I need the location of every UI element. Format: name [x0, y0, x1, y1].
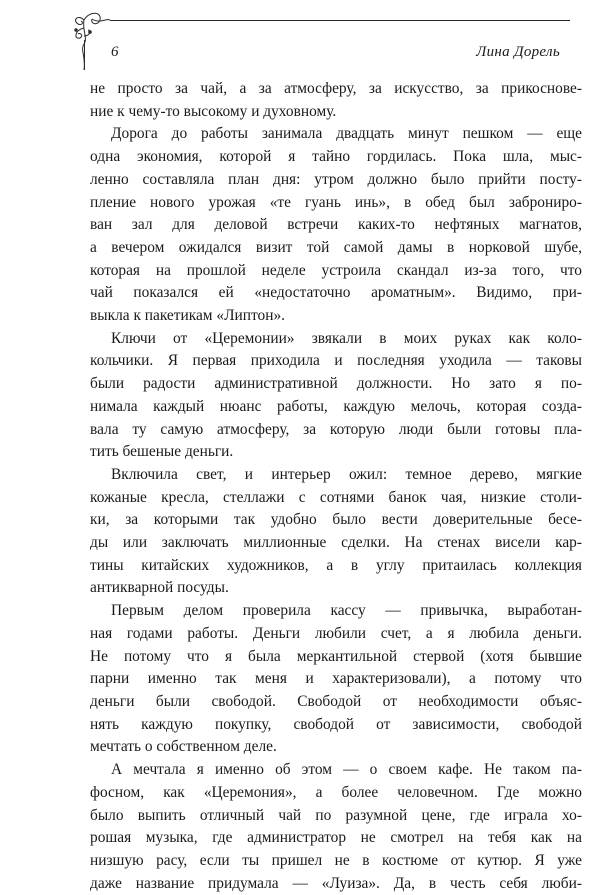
text-line: Включила свет, и интерьер ожил: темное дерево, мягкие — [111, 465, 582, 483]
text-line: нимала каждый нюанс работы, каждую мелочь, которая созда- — [90, 397, 582, 415]
text-line: А мечтала я именно об этом — о своем кафе. Не таком па- — [111, 761, 582, 779]
text-line: ки, за которыми так удобно было вести доверительные бесе- — [90, 511, 582, 529]
text-line: нять каждую покупку, свободой от зависимости, свободой — [90, 715, 582, 733]
text-line: кольчики. Я первая приходила и последняя уходила — таковы — [90, 352, 582, 370]
text-line: антикварной посуды. — [90, 579, 229, 597]
text-line: низшую расу, если ты пришел не в костюме от кутюр. Я уже — [90, 851, 582, 869]
text-line: Не потому что я была меркантильной стервой (хотя бывшие — [90, 647, 582, 665]
text-line: парни именно так меня и характеризовали), а потому что — [90, 670, 582, 688]
text-line: а вечером ожидался визит той самой дамы в норковой шубе, — [90, 238, 582, 256]
text-line: были радости административной должности. Но зато я по- — [90, 375, 582, 393]
text-line: выкла к пакетикам «Липтон». — [90, 307, 285, 325]
text-line: вала ту самую атмосферу, за которую люди были готовы пла- — [90, 420, 582, 438]
text-line: ды или заключать миллионные сделки. На стенах висели кар- — [90, 534, 582, 552]
text-line: Дорога до работы занимала двадцать минут пешком — еще — [111, 125, 582, 143]
text-line: ние к чему-то высокому и духовному. — [90, 102, 337, 120]
header-top-rule — [110, 20, 570, 21]
text-line: Первым делом проверила кассу — привычка, выработан- — [111, 602, 582, 620]
text-line: чай показался ей «недостаточно ароматным». Видимо, при- — [90, 284, 582, 302]
text-line: ван зал для деловой встречи каких-то нефтяных магнатов, — [90, 216, 582, 234]
text-line: мечтать о собственном деле. — [90, 738, 277, 756]
text-line: фосном, как «Церемония», а более человечном. Где можно — [90, 783, 582, 801]
text-line: ная годами работы. Деньги любили счет, а я любила деньги. — [90, 624, 582, 642]
text-line: которая на прошлой неделе устроила скандал из-за того, что — [90, 261, 582, 279]
running-head-author: Лина Дорель — [476, 44, 560, 60]
text-line: деньги были свободой. Свободой от необходимости объяс- — [90, 692, 582, 710]
text-line: даже название придумала — «Луиза». Да, в честь себя люби- — [90, 874, 582, 892]
flourish-ornament-icon — [68, 8, 148, 70]
text-line: было выпить отличный чай по разумной цене, где играла хо- — [90, 806, 582, 824]
text-line: пление нового урожая «те гуань инь», в обед был заброниро- — [90, 193, 582, 211]
text-line: рошая музыка, где администратор не смотрел на тебя как на — [90, 829, 582, 847]
text-line: одна экономия, которой я тайно гордилась. Пока шла, мыс- — [90, 148, 582, 166]
text-line: ленно составляла план дня: утром должно было прийти посту- — [90, 170, 582, 188]
page-number: 6 — [111, 44, 119, 60]
page-header — [0, 0, 600, 80]
text-line: тить бешеные деньги. — [90, 443, 234, 461]
text-line: тины китайских художников, а в углу притаилась коллекция — [90, 556, 582, 574]
text-line: не просто за чай, а за атмосферу, за искусство, за прикоснове- — [90, 80, 582, 97]
text-line: кожаные кресла, стеллажи с сотнями банок чая, низкие столи- — [90, 488, 582, 506]
page-body — [90, 78, 582, 895]
header-left-rule — [84, 40, 85, 70]
text-line: Ключи от «Церемонии» звякали в моих руках как коло- — [111, 329, 582, 347]
